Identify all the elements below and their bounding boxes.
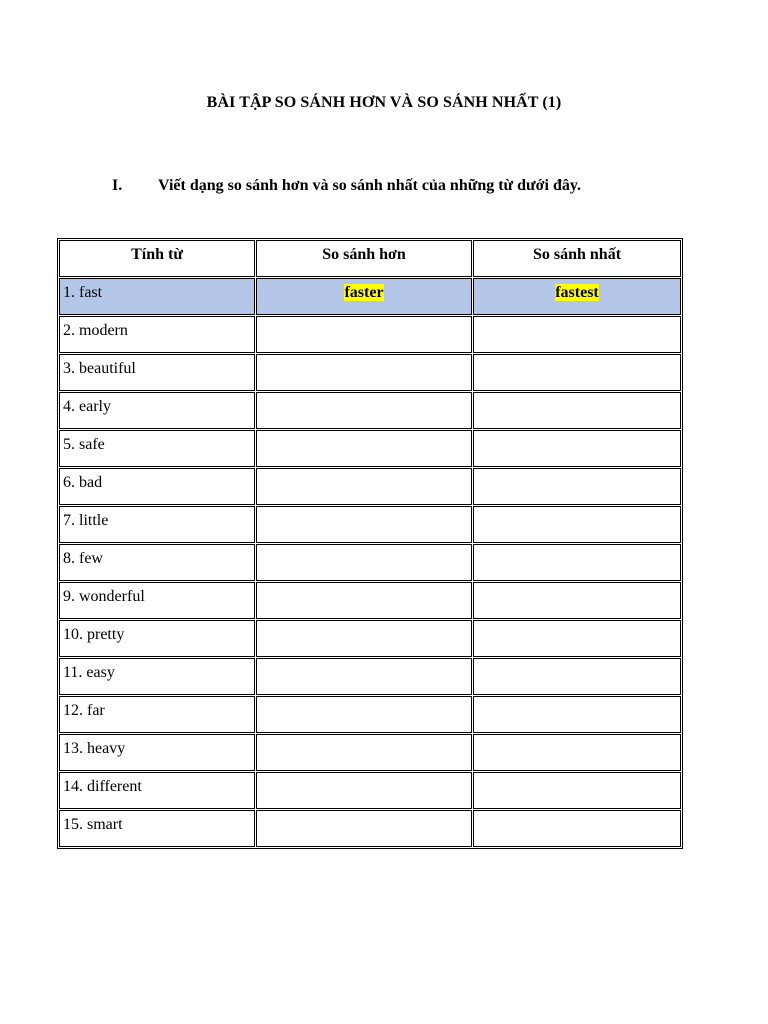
table-row <box>59 734 681 771</box>
adjective-cell: 12. far <box>59 696 255 733</box>
superlative-cell[interactable] <box>473 354 681 391</box>
table-row <box>59 354 681 391</box>
comparative-cell[interactable] <box>256 468 472 505</box>
superlative-cell[interactable] <box>473 392 681 429</box>
superlative-cell[interactable] <box>473 696 681 733</box>
comparative-cell[interactable] <box>256 734 472 771</box>
header-comparative: So sánh hơn <box>256 240 472 277</box>
adjective-cell: 7. little <box>59 506 255 543</box>
table-row <box>59 658 681 695</box>
table-row <box>59 316 681 353</box>
comparative-cell[interactable] <box>256 544 472 581</box>
table-row <box>59 392 681 429</box>
superlative-cell[interactable] <box>473 658 681 695</box>
table-row <box>59 468 681 505</box>
superlative-cell[interactable] <box>473 620 681 657</box>
comparative-answer: faster <box>344 284 384 301</box>
table-row <box>59 582 681 619</box>
table-row <box>59 430 681 467</box>
comparative-cell[interactable] <box>256 506 472 543</box>
adjective-cell: 15. smart <box>59 810 255 847</box>
superlative-cell[interactable] <box>473 316 681 353</box>
adjective-cell: 14. different <box>59 772 255 809</box>
superlative-cell[interactable] <box>473 810 681 847</box>
comparative-cell[interactable] <box>256 392 472 429</box>
comparative-cell[interactable] <box>256 354 472 391</box>
instruction-text: Viết dạng so sánh hơn và so sánh nhất của những từ dưới đây. <box>158 177 581 194</box>
table-row <box>59 810 681 847</box>
instruction <box>112 177 581 195</box>
table-header-row <box>59 240 681 277</box>
adjective-cell: 2. modern <box>59 316 255 353</box>
superlative-cell[interactable] <box>473 544 681 581</box>
comparative-cell[interactable] <box>256 316 472 353</box>
superlative-cell[interactable] <box>473 430 681 467</box>
adjective-cell: 10. pretty <box>59 620 255 657</box>
table-row <box>59 620 681 657</box>
instruction-number: I. <box>112 177 123 194</box>
comparative-cell[interactable] <box>256 620 472 657</box>
adjective-cell: 9. wonderful <box>59 582 255 619</box>
comparative-cell[interactable] <box>256 772 472 809</box>
comparative-cell[interactable] <box>256 810 472 847</box>
comparative-cell <box>256 278 472 315</box>
adjective-cell: 11. easy <box>59 658 255 695</box>
superlative-cell <box>473 278 681 315</box>
superlative-answer: fastest <box>555 284 599 301</box>
comparative-cell[interactable] <box>256 658 472 695</box>
adjective-cell: 1. fast <box>59 278 255 315</box>
adjective-cell: 13. heavy <box>59 734 255 771</box>
header-superlative: So sánh nhất <box>473 240 681 277</box>
superlative-cell[interactable] <box>473 468 681 505</box>
table-row <box>59 544 681 581</box>
table-row <box>59 696 681 733</box>
adjective-cell: 4. early <box>59 392 255 429</box>
comparative-cell[interactable] <box>256 696 472 733</box>
adjective-cell: 5. safe <box>59 430 255 467</box>
comparative-cell[interactable] <box>256 582 472 619</box>
superlative-cell[interactable] <box>473 772 681 809</box>
page-title: BÀI TẬP SO SÁNH HƠN VÀ SO SÁNH NHẤT (1) <box>206 94 562 111</box>
table-row <box>59 278 681 315</box>
header-adjective: Tính từ <box>59 240 255 277</box>
adjective-cell: 8. few <box>59 544 255 581</box>
adjective-cell: 3. beautiful <box>59 354 255 391</box>
exercise-table <box>57 238 683 849</box>
adjective-cell: 6. bad <box>59 468 255 505</box>
superlative-cell[interactable] <box>473 734 681 771</box>
superlative-cell[interactable] <box>473 506 681 543</box>
table-row <box>59 772 681 809</box>
superlative-cell[interactable] <box>473 582 681 619</box>
table-row <box>59 506 681 543</box>
comparative-cell[interactable] <box>256 430 472 467</box>
